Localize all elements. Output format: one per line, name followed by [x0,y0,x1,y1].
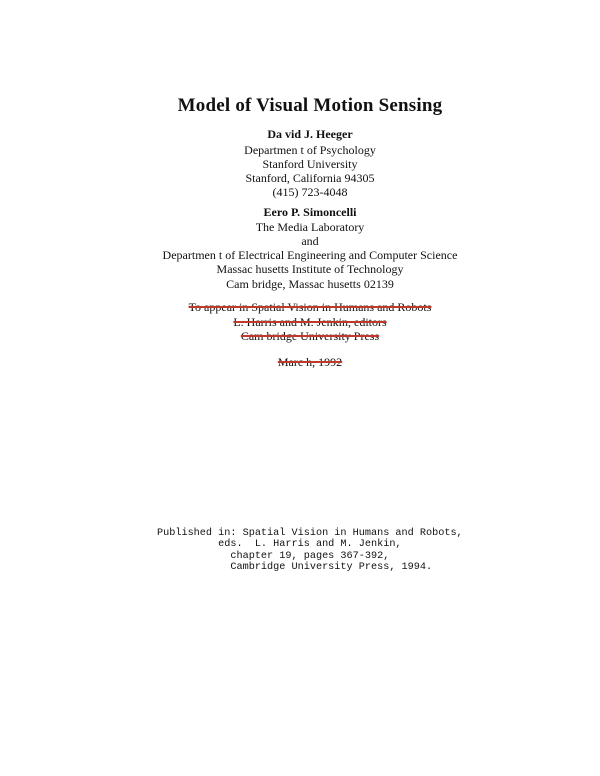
struck-date: Marc h, 1992 [277,355,343,369]
published-in-note [157,528,463,574]
struck-publication-line [0,315,600,330]
published-line: Published in: Spatial Vision in Humans and Robots, [157,528,463,539]
author2-affiliation-line: Massac husetts Institute of Technology [216,262,404,276]
struck-text: To appear in Spatial Vision in Humans and Robots [188,300,432,314]
paper-title: Model of Visual Motion Sensing [177,95,443,116]
published-line: Cambridge University Press, 1994. [157,562,433,574]
author2-name: Eero P. Simoncelli [263,205,357,219]
published-line: eds. L. Harris and M. Jenkin, [157,539,402,551]
author2-affiliation-line: and [301,234,319,248]
author1-affiliation-line: (415) 723-4048 [272,185,348,199]
author1-name: Da vid J. Heeger [267,127,353,141]
struck-date-line [0,355,600,370]
struck-text: L. Harris and M. Jenkin, editors [233,315,387,329]
published-line: chapter 19, pages 367-392, [157,550,390,562]
author2-affiliation-line: Cam bridge, Massac husetts 02139 [226,277,394,291]
struck-text: Cam bridge University Press [240,329,380,343]
author1-affiliation-line: Stanford University [262,157,358,171]
author2-affiliation-line: Departmen t of Electrical Engineering and Computer Science [162,248,458,262]
struck-publication-line [0,300,600,315]
author1-affiliation-line: Departmen t of Psychology [244,143,376,157]
struck-publication-line [0,329,600,344]
author2-affiliation-line: The Media Laboratory [255,220,365,234]
author1-affiliation-line: Stanford, California 94305 [245,171,375,185]
